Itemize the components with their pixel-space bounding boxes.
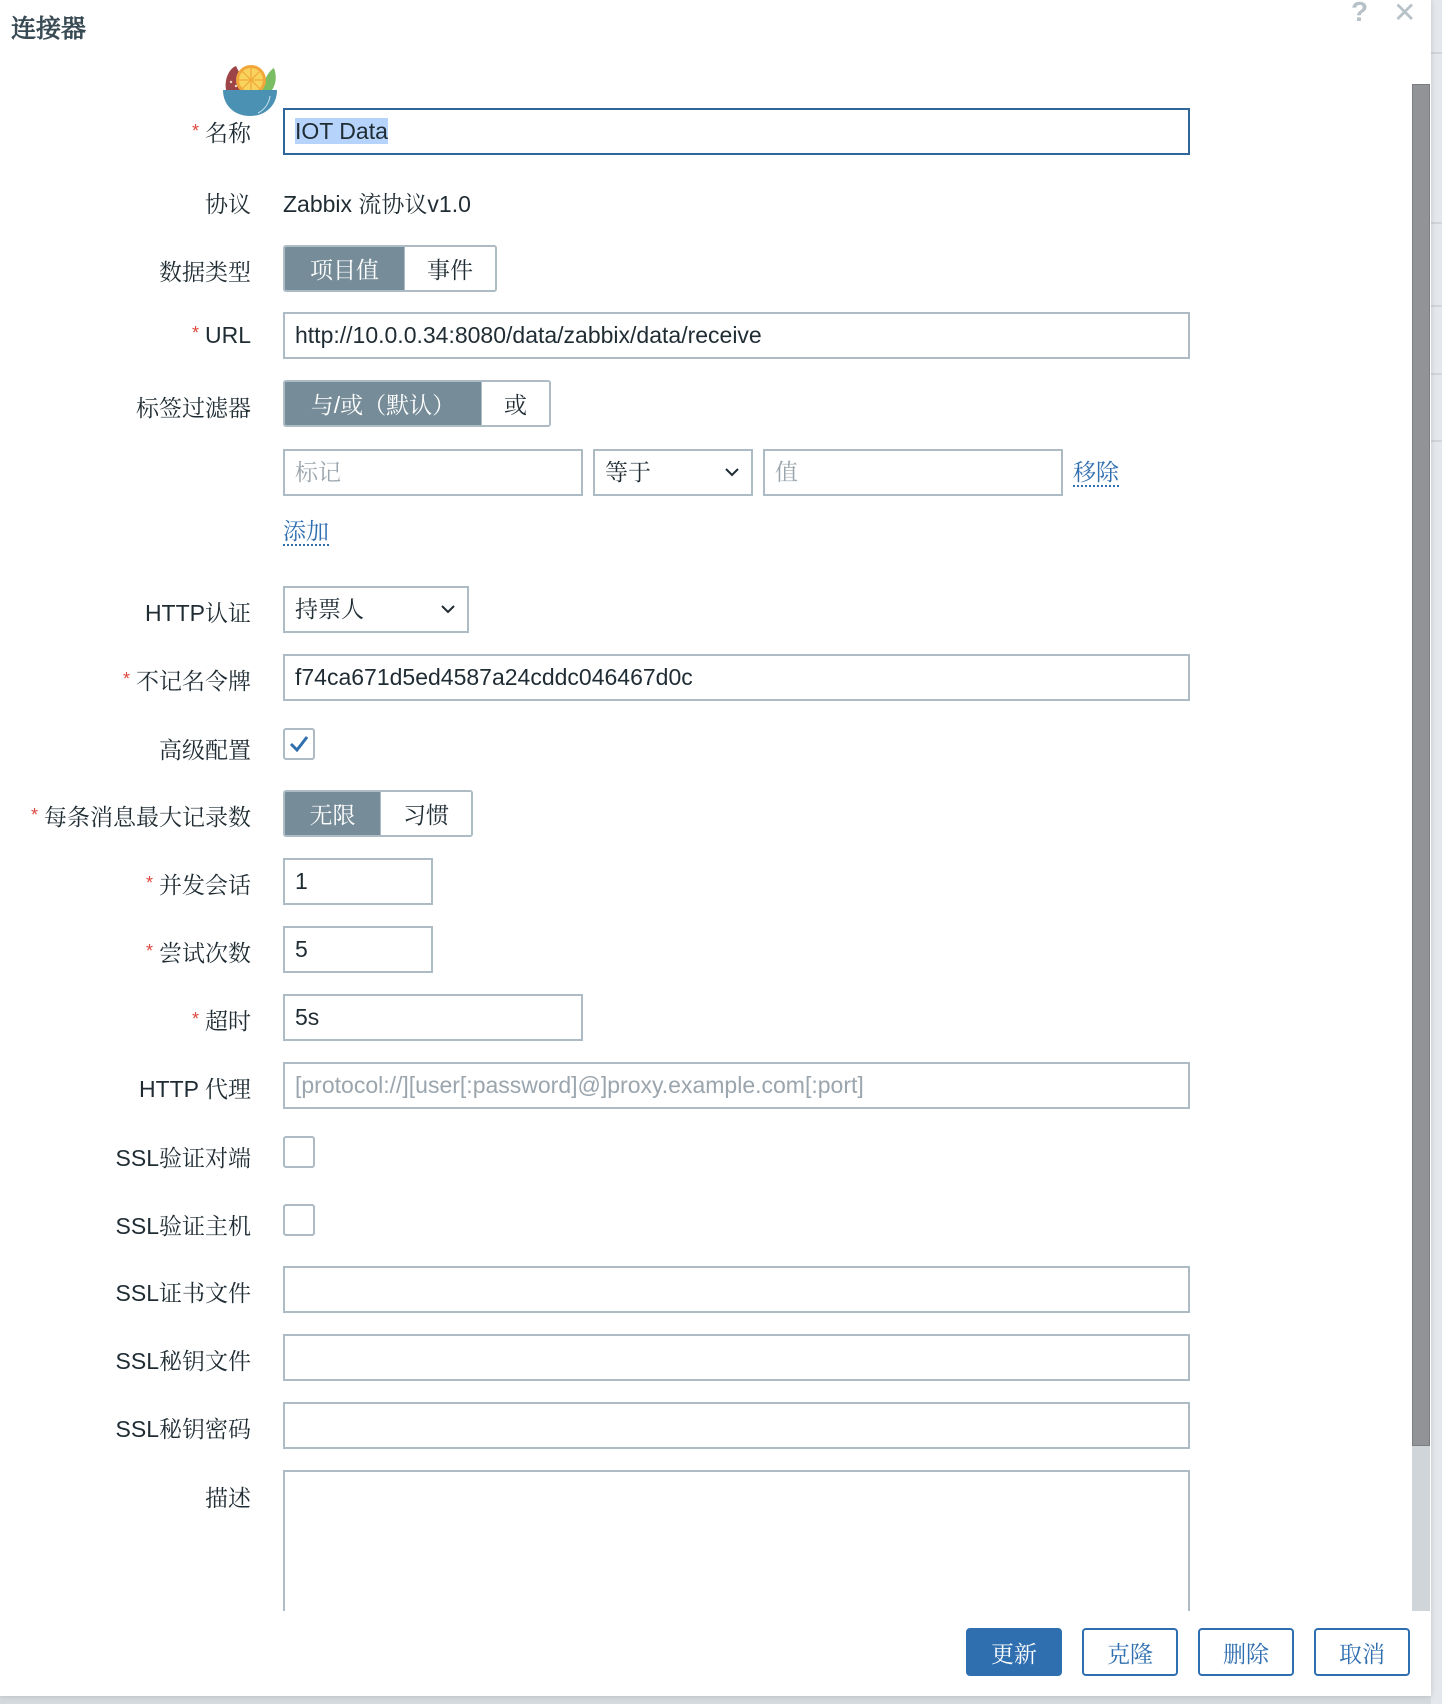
required-marker: * — [145, 941, 153, 961]
url-input[interactable]: http://10.0.0.34:8080/data/zabbix/data/receive — [283, 312, 1190, 359]
protocol-value: Zabbix 流协议v1.0 — [283, 191, 471, 217]
protocol-label: 协议 — [205, 191, 251, 217]
http-proxy-label: HTTP 代理 — [138, 1076, 251, 1102]
description-textarea[interactable] — [283, 1470, 1190, 1611]
required-marker: * — [191, 323, 199, 343]
data-type-event[interactable]: 事件 — [404, 247, 495, 290]
ssl-key-password-label: SSL秘钥密码 — [115, 1416, 251, 1442]
background-divider — [1431, 373, 1442, 375]
tag-filter-and-or[interactable]: 与/或（默认） — [285, 382, 481, 425]
chevron-down-icon — [439, 600, 457, 618]
background-divider — [1431, 222, 1442, 224]
max-records-toggle — [283, 790, 473, 837]
name-label: * 名称 — [191, 120, 251, 146]
required-marker: * — [191, 1009, 199, 1029]
help-icon[interactable]: ? — [1351, 0, 1369, 27]
ssl-key-password-input[interactable] — [283, 1402, 1190, 1449]
background-divider — [1431, 305, 1442, 307]
update-button[interactable]: 更新 — [966, 1628, 1062, 1676]
tag-name-input[interactable]: 标记 — [283, 449, 583, 496]
timeout-label: * 超时 — [191, 1008, 251, 1034]
ssl-verify-peer-label: SSL验证对端 — [115, 1145, 251, 1171]
ssl-verify-peer-checkbox[interactable] — [283, 1136, 315, 1168]
http-auth-select[interactable]: 持票人 — [283, 586, 469, 633]
add-tag-link[interactable]: 添加 — [283, 518, 329, 544]
tag-filter-label: 标签过滤器 — [136, 395, 251, 421]
background-page — [1431, 0, 1442, 1704]
max-records-unlimited[interactable]: 无限 — [285, 792, 380, 835]
background-divider — [1431, 52, 1442, 54]
ssl-cert-file-label: SSL证书文件 — [115, 1280, 251, 1306]
attempts-label: * 尝试次数 — [145, 940, 251, 966]
advanced-config-checkbox[interactable] — [283, 728, 315, 760]
remove-tag-link[interactable]: 移除 — [1073, 459, 1119, 485]
tag-value-input[interactable]: 值 — [763, 449, 1063, 496]
description-label: 描述 — [205, 1485, 251, 1511]
delete-button[interactable]: 删除 — [1198, 1628, 1294, 1676]
ssl-key-file-input[interactable] — [283, 1334, 1190, 1381]
required-marker: * — [30, 805, 38, 825]
fruit-bowl-logo-icon — [222, 60, 278, 118]
max-records-custom[interactable]: 习惯 — [380, 792, 471, 835]
attempts-input[interactable]: 5 — [283, 926, 433, 973]
checkmark-icon — [288, 733, 310, 755]
http-proxy-input[interactable]: [protocol://][user[:password]@]proxy.example.com[:port] — [283, 1062, 1190, 1109]
scrollbar-thumb[interactable] — [1412, 84, 1430, 1446]
clone-button[interactable]: 克隆 — [1082, 1628, 1178, 1676]
name-input[interactable]: IOT Data — [283, 108, 1190, 155]
url-label: * URL — [191, 322, 251, 348]
data-type-label: 数据类型 — [159, 259, 251, 285]
ssl-cert-file-input[interactable] — [283, 1266, 1190, 1313]
chevron-down-icon — [723, 463, 741, 481]
tag-operator-select[interactable]: 等于 — [593, 449, 753, 496]
dialog-title: 连接器 — [11, 15, 87, 43]
http-auth-label: HTTP认证 — [144, 600, 251, 626]
data-type-toggle — [283, 245, 497, 292]
close-icon[interactable]: ✕ — [1393, 0, 1417, 28]
tag-filter-toggle — [283, 380, 551, 427]
tag-filter-or[interactable]: 或 — [481, 382, 549, 425]
ssl-key-file-label: SSL秘钥文件 — [115, 1348, 251, 1374]
data-type-item-value[interactable]: 项目值 — [285, 247, 404, 290]
cancel-button[interactable]: 取消 — [1314, 1628, 1410, 1676]
advanced-config-label: 高级配置 — [159, 737, 251, 763]
background-divider — [1431, 440, 1442, 442]
required-marker: * — [145, 873, 153, 893]
bearer-token-label: * 不记名令牌 — [122, 668, 251, 694]
concurrent-sessions-label: * 并发会话 — [145, 872, 251, 898]
bearer-token-input[interactable]: f74ca671d5ed4587a24cddc046467d0c — [283, 654, 1190, 701]
max-records-label: * 每条消息最大记录数 — [30, 804, 251, 830]
ssl-verify-host-checkbox[interactable] — [283, 1204, 315, 1236]
concurrent-sessions-input[interactable]: 1 — [283, 858, 433, 905]
required-marker: * — [191, 121, 199, 141]
required-marker: * — [122, 669, 130, 689]
timeout-input[interactable]: 5s — [283, 994, 583, 1041]
ssl-verify-host-label: SSL验证主机 — [115, 1213, 251, 1239]
